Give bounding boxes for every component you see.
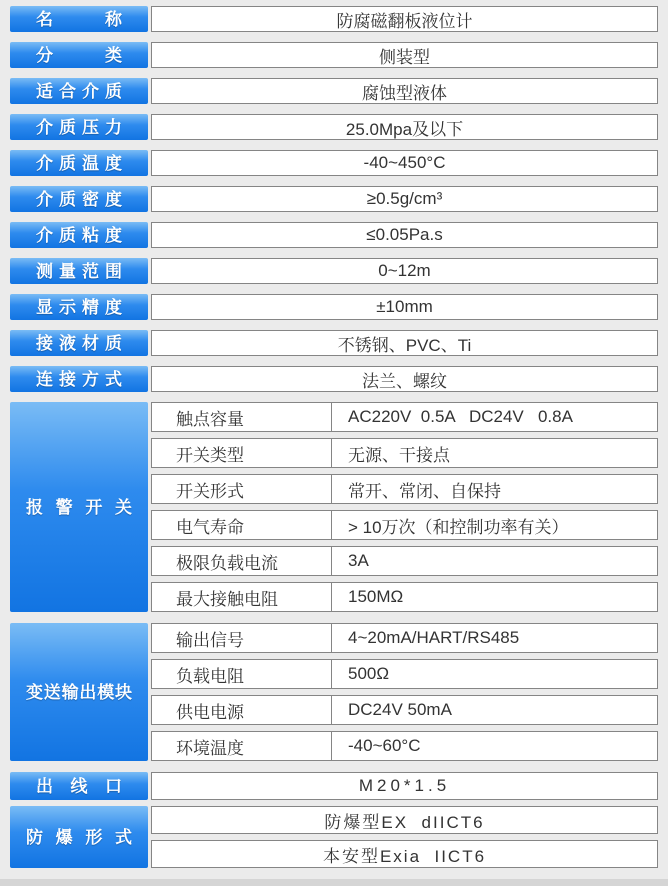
transmitter-output-rows (151, 623, 658, 761)
subrow-output-signal-value: 4~20mA/HART/RS485 (348, 628, 520, 647)
subrow-limit-load-current (151, 546, 658, 576)
row-measuring-range-value: 0~12m (151, 258, 658, 284)
alarm-switch-label-cell (10, 402, 148, 612)
subrow-max-contact-resistance-label: 最大接触电阻 (152, 583, 332, 611)
row-measuring-range (10, 258, 658, 284)
row-category-label-cell (10, 42, 148, 68)
explosion-proof-label-cell (10, 806, 148, 868)
row-medium-density (10, 186, 658, 212)
subrow-max-contact-resistance (151, 582, 658, 612)
subrow-switch-type-label: 开关类型 (152, 439, 332, 467)
subrow-switch-form-label: 开关形式 (152, 475, 332, 503)
subrow-load-resistance-value: 500Ω (348, 664, 390, 683)
transmitter-output-label-cell (10, 623, 148, 761)
row-name-value: 防腐磁翻板液位计 (151, 6, 658, 32)
outlet-label-cell (10, 772, 148, 800)
row-measuring-range-label: 测量范围 (36, 261, 122, 281)
row-suitable-medium (10, 78, 658, 104)
subrow-contact-capacity-value: AC220V 0.5A DC24V 0.8A (348, 407, 573, 426)
subrow-contact-capacity-label: 触点容量 (152, 403, 332, 431)
alarm-switch-rows (151, 402, 658, 612)
subrow-electrical-life (151, 510, 658, 540)
row-medium-temperature-label-cell (10, 150, 148, 176)
row-suitable-medium-label-cell (10, 78, 148, 104)
subrow-load-resistance (151, 659, 658, 689)
row-display-accuracy-label-cell (10, 294, 148, 320)
row-medium-temperature (10, 150, 658, 176)
explosion-type-row-1: 防爆型EX dIICT6 (151, 806, 658, 834)
row-display-accuracy (10, 294, 658, 320)
subrow-switch-form-value: 常开、常闭、自保持 (348, 481, 501, 501)
subrow-max-contact-resistance-value: 150MΩ (348, 587, 404, 606)
subrow-limit-load-current-label: 极限负载电流 (152, 547, 332, 575)
subrow-contact-capacity (151, 402, 658, 432)
subrow-ambient-temperature (151, 731, 658, 761)
row-medium-viscosity (10, 222, 658, 248)
subrow-limit-load-current-value: 3A (348, 551, 369, 570)
row-wetted-material (10, 330, 658, 356)
alarm-switch-label: 报警开关 (26, 497, 132, 517)
row-medium-density-label: 介质密度 (36, 189, 122, 209)
outlet-label: 出线口 (36, 776, 122, 796)
row-medium-viscosity-value: ≤0.05Pa.s (151, 222, 658, 248)
explosion-type-row-2: 本安型Exia IICT6 (151, 840, 658, 868)
explosion-proof-label: 防爆形式 (26, 827, 132, 847)
row-display-accuracy-label: 显示精度 (36, 297, 122, 317)
row-wetted-material-label: 接液材质 (36, 333, 122, 353)
row-category-label: 分类 (36, 45, 122, 65)
subrow-power-supply-value: DC24V 50mA (348, 700, 452, 719)
subrow-load-resistance-label: 负载电阻 (152, 660, 332, 688)
row-name (10, 6, 658, 32)
outlet-value: M20*1.5 (151, 772, 658, 800)
row-connection-type-label: 连接方式 (36, 369, 122, 389)
row-medium-pressure (10, 114, 658, 140)
subrow-power-supply-label: 供电电源 (152, 696, 332, 724)
row-wetted-material-value: 不锈钢、PVC、Ti (151, 330, 658, 356)
row-medium-viscosity-label: 介质粘度 (36, 225, 122, 245)
explosion-proof-section (10, 806, 658, 868)
row-medium-density-label-cell (10, 186, 148, 212)
subrow-ambient-temperature-label: 环境温度 (152, 732, 332, 760)
subrow-electrical-life-label: 电气寿命 (152, 511, 332, 539)
row-medium-temperature-value: -40~450°C (151, 150, 658, 176)
subrow-ambient-temperature-value: -40~60°C (348, 736, 421, 755)
subrow-power-supply (151, 695, 658, 725)
subrow-switch-type (151, 438, 658, 468)
row-category (10, 42, 658, 68)
subrow-switch-form (151, 474, 658, 504)
row-medium-density-value: ≥0.5g/cm³ (151, 186, 658, 212)
row-suitable-medium-label: 适合介质 (36, 81, 122, 101)
row-name-label: 名称 (36, 9, 122, 29)
row-suitable-medium-value: 腐蚀型液体 (151, 78, 658, 104)
row-display-accuracy-value: ±10mm (151, 294, 658, 320)
subrow-output-signal (151, 623, 658, 653)
row-medium-pressure-label: 介质压力 (36, 117, 122, 137)
outlet-row (10, 772, 658, 800)
row-medium-viscosity-label-cell (10, 222, 148, 248)
transmitter-output-section (10, 623, 658, 761)
row-connection-type-value: 法兰、螺纹 (151, 366, 658, 392)
subrow-switch-type-value: 无源、干接点 (348, 445, 450, 465)
row-medium-temperature-label: 介质温度 (36, 153, 122, 173)
row-measuring-range-label-cell (10, 258, 148, 284)
subrow-electrical-life-value: > 10万次（和控制功率有关） (348, 517, 569, 537)
row-category-value: 侧装型 (151, 42, 658, 68)
row-medium-pressure-value: 25.0Mpa及以下 (151, 114, 658, 140)
transmitter-output-label: 变送输出模块 (26, 682, 132, 702)
row-connection-type-label-cell (10, 366, 148, 392)
alarm-switch-section (10, 402, 658, 612)
explosion-proof-rows (151, 806, 658, 868)
row-medium-pressure-label-cell (10, 114, 148, 140)
row-name-label-cell (10, 6, 148, 32)
row-wetted-material-label-cell (10, 330, 148, 356)
subrow-output-signal-label: 输出信号 (152, 624, 332, 652)
row-connection-type (10, 366, 658, 392)
